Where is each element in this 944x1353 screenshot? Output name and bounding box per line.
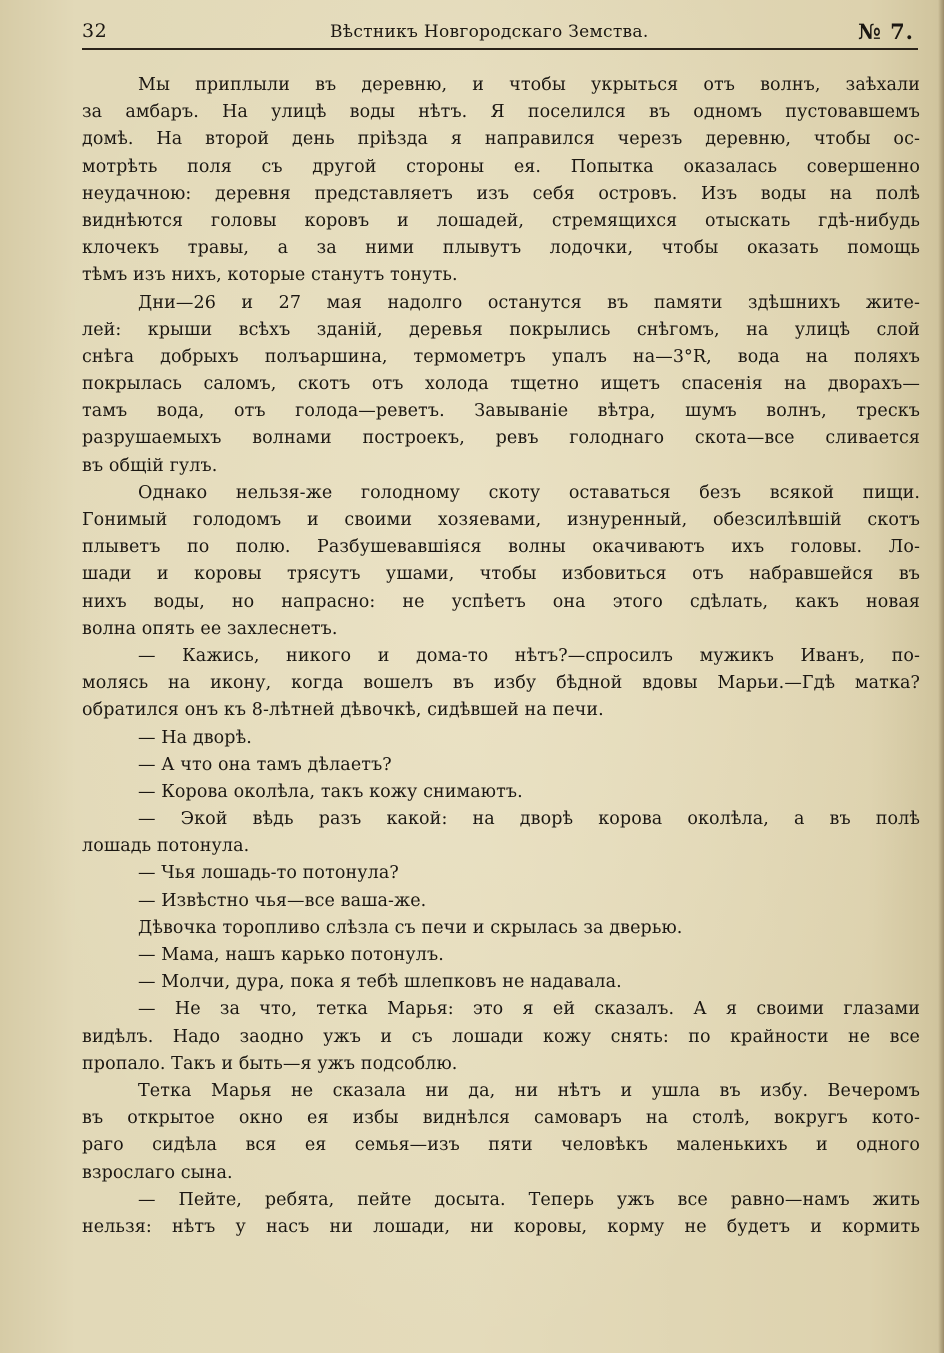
text-line: видѣлъ. Надо заодно ужъ и съ лошади кожу снять: по крайности не все <box>82 1026 920 1047</box>
text-line: — На дворѣ. <box>138 727 252 748</box>
text-line: лей: крыши всѣхъ зданiй, деревья покрылись снѣгомъ, на улицѣ слой <box>82 319 920 340</box>
text-line: виднѣются головы коровъ и лошадей, стремящихся отыскать гдѣ-нибудь <box>82 210 920 231</box>
text-line: лошадь потонула. <box>82 836 250 857</box>
text-line: плыветъ по полю. Разбушевавшiяся волны окачиваютъ ихъ головы. Ло- <box>82 537 920 558</box>
text-line: — Корова околѣла, такъ кожу снимаютъ. <box>138 781 523 802</box>
text-line: — Не за что, тетка Марья: это я ей сказалъ. А я своими глазами <box>138 999 920 1020</box>
text-line: Мы приплыли въ деревню, и чтобы укрыться отъ волнъ, заѣхали <box>138 75 920 95</box>
text-line: нельзя: нѣтъ у насъ ни лошади, ни коровы, корму не будетъ и кормить <box>82 1216 920 1237</box>
text-line: тѣмъ изъ нихъ, которые станутъ тонуть. <box>82 265 458 286</box>
text-line: Тетка Марья не сказала ни да, ни нѣтъ и ушла въ избу. Вечеромъ <box>138 1080 920 1101</box>
text-line: — Молчи, дура, пока я тебѣ шлепковъ не надавала. <box>138 972 622 993</box>
text-line: пропало. Такъ и быть—я ужъ подсоблю. <box>82 1053 458 1074</box>
text-line: — Чья лошадь-то потонула? <box>138 863 399 884</box>
text-line: — Пейте, ребята, пейте досыта. Теперь ужъ все равно—намъ жить <box>138 1189 920 1210</box>
page-header <box>82 18 920 48</box>
text-line: Дни—26 и 27 мая надолго останутся въ памяти здѣшнихъ жите- <box>138 292 920 313</box>
text-line: — А что она тамъ дѣлаетъ? <box>138 754 392 775</box>
issue-number: № 7. <box>857 19 914 44</box>
running-title: Вѣстникъ Новгородскаго Земства. <box>330 22 649 42</box>
text-line: клочекъ травы, а за ними плывутъ лодочки, чтобы оказать помощь <box>82 238 920 259</box>
text-line: — Экой вѣдь разъ какой: на дворѣ корова околѣла, а въ полѣ <box>138 809 920 830</box>
text-line: домѣ. На второй день прiѣзда я направился черезъ деревню, чтобы ос- <box>82 129 920 150</box>
text-line: Дѣвочка торопливо слѣзла съ печи и скрылась за дверью. <box>138 917 683 938</box>
text-line: разрушаемыхъ волнами построекъ, ревъ голоднаго скота—все сливается <box>82 428 920 449</box>
text-line: — Извѣстно чья—все ваша-же. <box>138 890 427 911</box>
text-line: — Кажись, никого и дома-то нѣтъ?—спросилъ мужикъ Иванъ, по- <box>138 645 920 666</box>
text-line: взрослаго сына. <box>82 1162 233 1183</box>
text-line: обратился онъ къ 8-лѣтней дѣвочкѣ, сидѣвшей на печи. <box>82 700 604 721</box>
text-line: покрылась саломъ, скотъ отъ холода тщетно ищетъ спасенiя на дворахъ— <box>82 374 920 395</box>
text-line: нихъ воды, но напрасно: не успѣетъ она этого сдѣлать, какъ новая <box>82 591 920 612</box>
text-line: за амбаръ. На улицѣ воды нѣтъ. Я поселился въ одномъ пустовавшемъ <box>82 102 920 123</box>
text-line: Гонимый голодомъ и своими хозяевами, изнуренный, обезсилѣвшiй скотъ <box>82 510 920 530</box>
text-line: въ открытое окно ея избы виднѣлся самоваръ на столѣ, вокругъ кото- <box>82 1108 920 1129</box>
text-line: мотрѣть поля съ другой стороны ея. Попытка оказалась совершенно <box>82 156 920 177</box>
text-line: неудачною: деревня представляетъ изъ себя островъ. Изъ воды на полѣ <box>82 183 920 204</box>
article-body <box>82 72 920 1241</box>
text-line: снѣга добрыхъ полъаршина, термометръ упалъ на—3°R, вода на поляхъ <box>82 346 920 367</box>
text-line: тамъ вода, отъ голода—реветъ. Завыванiе вѣтра, шумъ волнъ, трескъ <box>82 401 920 422</box>
header-rule <box>82 48 918 50</box>
text-line: молясь на икону, когда вошелъ въ избу бѣдной вдовы Марьи.—Гдѣ матка? <box>82 673 920 694</box>
page-edge-shadow <box>938 0 944 1353</box>
text-line: Однако нельзя-же голодному скоту оставаться безъ всякой пищи. <box>138 482 920 503</box>
text-line: раго сидѣла вся ея семья—изъ пяти человѣкъ маленькихъ и одного <box>82 1135 920 1156</box>
text-line: — Мама, нашъ карько потонулъ. <box>138 945 444 965</box>
text-line: въ общiй гулъ. <box>82 455 218 476</box>
text-line: шади и коровы трясутъ ушами, чтобы избовиться отъ набравшейся въ <box>82 564 920 585</box>
page-number: 32 <box>82 20 108 42</box>
text-line: волна опять ее захлеснетъ. <box>82 618 338 639</box>
